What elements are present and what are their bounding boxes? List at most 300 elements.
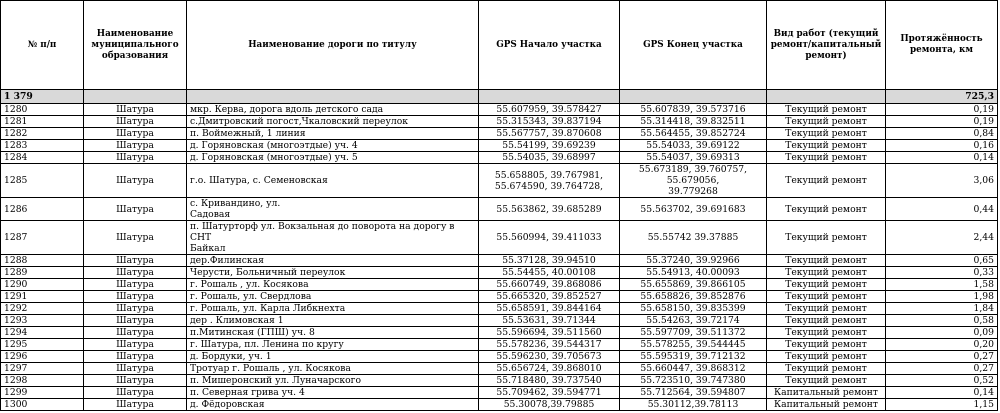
row-work-type: [767, 116, 886, 128]
row-num-text: 1281: [4, 116, 28, 127]
row-work-type-text: Текущий ремонт: [785, 128, 867, 139]
row-length-text: 0,27: [973, 351, 994, 362]
row-road-text: с.Дмитровский погост,Чкаловский переулок: [190, 116, 408, 127]
row-num: [1, 363, 84, 375]
row-gps-end: [620, 104, 767, 116]
row-gps-start-text: 55.596694, 39.511560: [496, 327, 602, 338]
row-gps-start-text: 55.578236, 39.544317: [496, 339, 602, 350]
row-work-type-text: Текущий ремонт: [785, 175, 867, 186]
row-road-text: п. Шатурторф ул. Вокзальная до поворота на дорогу в СНТ Байкал: [190, 221, 455, 254]
row-gps-end-text: 55.37240, 39.92966: [646, 255, 740, 266]
row-gps-end: [620, 315, 767, 327]
row-gps-start-text: 55.563862, 39.685289: [496, 203, 602, 215]
row-work-type: [767, 152, 886, 164]
row-work-type-text: Текущий ремонт: [785, 104, 867, 115]
row-gps-start: [479, 375, 620, 387]
header-gps-end: GPS Конец участка: [620, 1, 767, 90]
row-municipality: [84, 221, 187, 255]
row-road-text: с. Кривандино, ул. Садовая: [190, 198, 281, 220]
row-work-type-text: Текущий ремонт: [785, 152, 867, 163]
row-length-text: 1,15: [973, 399, 994, 410]
row-municipality: [84, 198, 187, 221]
summary-cell: [84, 90, 187, 104]
row-road-text: г. Рошаль, ул. Карла Либкнехта: [190, 303, 346, 314]
row-length-text: 0,14: [973, 387, 994, 398]
row-municipality: [84, 303, 187, 315]
row-num: [1, 198, 84, 221]
summary-cell: [187, 90, 479, 104]
row-road-text: г. Рошаль, ул. Свердлова: [190, 291, 312, 302]
row-gps-end-text: 55.655869, 39.866105: [640, 279, 746, 290]
row-gps-end-text: 55.660447, 39.868312: [640, 363, 746, 374]
row-road-text: дер . Климовская 1: [190, 315, 284, 326]
row-num: [1, 279, 84, 291]
row-work-type: [767, 140, 886, 152]
row-road: [187, 291, 479, 303]
row-num-text: 1288: [4, 255, 28, 266]
row-municipality: [84, 339, 187, 351]
row-gps-end-text: 55.658826, 39.852876: [640, 291, 746, 302]
row-num: [1, 128, 84, 140]
row-length-text: 1,98: [973, 291, 994, 302]
table-row: [1, 387, 998, 399]
row-gps-start-text: 55.30078,39.79885: [503, 399, 595, 410]
row-length: [886, 291, 998, 303]
row-road-text: г.о. Шатура, с. Семеновская: [190, 175, 328, 186]
row-length-text: 0,58: [973, 315, 994, 326]
row-length: [886, 198, 998, 221]
row-length-text: 0,33: [973, 267, 994, 278]
row-num: [1, 339, 84, 351]
row-road: [187, 116, 479, 128]
row-gps-end-text: 55.658150, 39.835399: [640, 303, 746, 314]
table-row: [1, 221, 998, 255]
row-gps-end: [620, 351, 767, 363]
row-road-text: д. Гоpяновская (многоэтдые) уч. 5: [190, 152, 358, 163]
summary-cell: [620, 90, 767, 104]
row-gps-start-text: 55.54455, 40.00108: [502, 267, 596, 278]
summary-cell: [479, 90, 620, 104]
row-length: [886, 104, 998, 116]
row-municipality-text: Шатура: [116, 351, 154, 362]
row-municipality: [84, 291, 187, 303]
row-gps-end-text: 55.564455, 39.852724: [640, 128, 746, 139]
row-num: [1, 399, 84, 411]
row-gps-start-text: 55.596230, 39.705673: [496, 351, 602, 362]
row-length-text: 1,84: [973, 303, 994, 314]
row-gps-start-text: 55.560994, 39.411033: [496, 232, 602, 243]
row-work-type: [767, 198, 886, 221]
row-municipality: [84, 315, 187, 327]
row-gps-end: [620, 291, 767, 303]
row-gps-start-text: 55.54199, 39.69239: [502, 140, 596, 151]
row-gps-start: [479, 339, 620, 351]
summary-length: 725,3: [886, 90, 998, 104]
row-gps-end-text: 55.595319, 39.712132: [640, 351, 746, 362]
row-road: [187, 128, 479, 140]
row-gps-start-text: 55.660749, 39.868086: [496, 279, 602, 290]
row-gps-start: [479, 128, 620, 140]
row-road: [187, 104, 479, 116]
row-municipality-text: Шатура: [116, 399, 154, 410]
row-gps-end: [620, 221, 767, 255]
row-municipality: [84, 267, 187, 279]
table-row: [1, 375, 998, 387]
row-municipality: [84, 164, 187, 198]
row-work-type-text: Текущий ремонт: [785, 363, 867, 374]
row-gps-end: [620, 128, 767, 140]
row-gps-end-text: 55.673189, 39.760757, 55.679056, 39.779268: [638, 164, 748, 197]
row-municipality: [84, 255, 187, 267]
summary-row: [1, 90, 998, 104]
row-road: [187, 375, 479, 387]
row-municipality-text: Шатура: [116, 232, 154, 243]
row-work-type: [767, 351, 886, 363]
header-work-type: Вид работ (текущий ремонт/капитальный ремонт): [767, 1, 886, 90]
row-gps-end: [620, 375, 767, 387]
row-work-type-text: Текущий ремонт: [785, 303, 867, 314]
row-num-text: 1295: [4, 339, 28, 350]
table-row: [1, 363, 998, 375]
row-road: [187, 140, 479, 152]
row-num-text: 1297: [4, 363, 28, 374]
row-length-text: 0,27: [973, 363, 994, 374]
row-length: [886, 279, 998, 291]
row-road: [187, 198, 479, 221]
row-municipality: [84, 116, 187, 128]
row-road: [187, 255, 479, 267]
row-num: [1, 327, 84, 339]
row-length: [886, 152, 998, 164]
row-num-text: 1283: [4, 140, 28, 151]
row-num: [1, 152, 84, 164]
row-work-type: [767, 104, 886, 116]
row-work-type: [767, 303, 886, 315]
row-length: [886, 221, 998, 255]
row-num-text: 1286: [4, 203, 28, 215]
row-road-text: дер.Филинская: [190, 255, 264, 266]
header-num: № п/п: [1, 1, 84, 90]
row-gps-end-text: 55.54263, 39.72174: [646, 315, 740, 326]
row-road-text: д. Фёдоровская: [190, 399, 265, 410]
row-road-text: Черусти, Больничный переулок: [190, 267, 346, 278]
row-length: [886, 116, 998, 128]
row-num: [1, 375, 84, 387]
row-length: [886, 164, 998, 198]
row-gps-end: [620, 303, 767, 315]
row-num: [1, 351, 84, 363]
summary-cell: [767, 90, 886, 104]
row-road-text: мкр. Керва, дорога вдоль детского сада: [190, 104, 384, 115]
row-road: [187, 221, 479, 255]
row-gps-start-text: 55.658591, 39.844164: [496, 303, 602, 314]
row-gps-end: [620, 363, 767, 375]
row-work-type-text: Текущий ремонт: [785, 267, 867, 278]
row-gps-end: [620, 267, 767, 279]
row-num: [1, 303, 84, 315]
table-row: [1, 198, 998, 221]
row-road: [187, 363, 479, 375]
row-municipality: [84, 152, 187, 164]
row-municipality: [84, 375, 187, 387]
row-gps-start-text: 55.37128, 39.94510: [502, 255, 596, 266]
row-municipality-text: Шатура: [116, 363, 154, 374]
row-municipality-text: Шатура: [116, 175, 154, 186]
row-length-text: 0,14: [973, 152, 994, 163]
row-work-type-text: Текущий ремонт: [785, 327, 867, 338]
row-gps-start: [479, 291, 620, 303]
table-row: [1, 104, 998, 116]
row-gps-start: [479, 104, 620, 116]
row-length: [886, 140, 998, 152]
row-length-text: 0,84: [973, 128, 994, 139]
row-length-text: 0,52: [973, 375, 994, 386]
row-work-type-text: Текущий ремонт: [785, 232, 867, 243]
header-gps-start: GPS Начало участка: [479, 1, 620, 90]
row-municipality-text: Шатура: [116, 315, 154, 326]
row-gps-start-text: 55.53631, 39.71344: [502, 315, 596, 326]
row-gps-start-text: 55.658805, 39.767981, 55.674590, 39.764728,: [494, 169, 604, 192]
row-num-text: 1291: [4, 291, 28, 302]
row-length-text: 0,09: [973, 327, 994, 338]
row-length: [886, 315, 998, 327]
row-work-type: [767, 399, 886, 411]
row-work-type: [767, 387, 886, 399]
row-gps-start-text: 55.315343, 39.837194: [496, 116, 602, 127]
row-gps-start-text: 55.718480, 39.737540: [496, 375, 602, 386]
row-road-text: г. Шатура, пл. Ленина по кругу: [190, 339, 344, 350]
row-work-type: [767, 363, 886, 375]
row-road-text: п. Воймежный, 1 линия: [190, 128, 306, 139]
row-municipality: [84, 387, 187, 399]
table-row: [1, 327, 998, 339]
row-work-type-text: Текущий ремонт: [785, 203, 867, 215]
row-gps-start: [479, 387, 620, 399]
row-length-text: 1,58: [973, 279, 994, 290]
table-row: [1, 291, 998, 303]
row-municipality-text: Шатура: [116, 327, 154, 338]
row-gps-end-text: 55.54033, 39.69122: [646, 140, 740, 151]
row-municipality-text: Шатура: [116, 128, 154, 139]
row-num: [1, 291, 84, 303]
row-length: [886, 387, 998, 399]
row-gps-end: [620, 255, 767, 267]
row-work-type-text: Текущий ремонт: [785, 339, 867, 350]
row-num-text: 1296: [4, 351, 28, 362]
row-work-type-text: Текущий ремонт: [785, 116, 867, 127]
row-gps-start-text: 55.665320, 39.852527: [496, 291, 602, 302]
row-length-text: 0,16: [973, 140, 994, 151]
row-num: [1, 221, 84, 255]
header-municipality: Наименование муниципального образования: [84, 1, 187, 90]
row-gps-end-text: 55.563702, 39.691683: [640, 203, 746, 215]
row-work-type-text: Капитальный ремонт: [774, 399, 878, 410]
row-length-text: 2,44: [973, 232, 994, 243]
row-gps-end: [620, 279, 767, 291]
row-length-text: 3,06: [973, 175, 994, 186]
row-municipality: [84, 104, 187, 116]
row-num-text: 1299: [4, 387, 28, 398]
table-row: [1, 339, 998, 351]
row-length-text: 0,65: [973, 255, 994, 266]
row-road-text: д. Бордуки, уч. 1: [190, 351, 272, 362]
row-gps-start: [479, 198, 620, 221]
row-gps-start: [479, 327, 620, 339]
row-work-type-text: Текущий ремонт: [785, 375, 867, 386]
row-num-text: 1280: [4, 104, 28, 115]
table-row: [1, 128, 998, 140]
row-length: [886, 255, 998, 267]
row-gps-end: [620, 116, 767, 128]
row-length-text: 0,44: [973, 203, 994, 215]
row-gps-end-text: 55.30112,39.78113: [647, 399, 739, 410]
row-municipality-text: Шатура: [116, 203, 154, 215]
table-row: [1, 315, 998, 327]
row-num-text: 1282: [4, 128, 28, 139]
row-num-text: 1287: [4, 232, 28, 243]
row-municipality: [84, 128, 187, 140]
row-gps-end-text: 55.597709, 39.511372: [640, 327, 746, 338]
row-gps-start: [479, 116, 620, 128]
row-num-text: 1300: [4, 399, 28, 410]
row-work-type-text: Текущий ремонт: [785, 315, 867, 326]
row-num-text: 1294: [4, 327, 28, 338]
row-work-type-text: Текущий ремонт: [785, 291, 867, 302]
row-gps-end-text: 55.723510, 39.747380: [640, 375, 746, 386]
row-municipality-text: Шатура: [116, 255, 154, 266]
row-municipality-text: Шатура: [116, 104, 154, 115]
row-road: [187, 339, 479, 351]
row-gps-end-text: 55.54037, 39.69313: [646, 152, 740, 163]
row-road-text: п.Митинская (ГПШ) уч. 8: [190, 327, 315, 338]
row-gps-end: [620, 339, 767, 351]
row-road: [187, 327, 479, 339]
header-row: [1, 1, 998, 90]
row-gps-start: [479, 351, 620, 363]
table-row: [1, 399, 998, 411]
row-gps-start-text: 55.656724, 39.868010: [496, 363, 602, 374]
summary-num: 1 379: [1, 90, 84, 104]
row-municipality: [84, 327, 187, 339]
row-municipality-text: Шатура: [116, 387, 154, 398]
row-gps-end-text: 55.607839, 39.573716: [640, 104, 746, 115]
row-num-text: 1298: [4, 375, 28, 386]
row-work-type-text: Текущий ремонт: [785, 255, 867, 266]
row-gps-start-text: 55.607959, 39.578427: [496, 104, 602, 115]
row-road: [187, 152, 479, 164]
row-gps-start: [479, 164, 620, 198]
table-row: [1, 267, 998, 279]
row-work-type: [767, 327, 886, 339]
row-length: [886, 267, 998, 279]
row-work-type: [767, 339, 886, 351]
row-road: [187, 303, 479, 315]
table-row: [1, 140, 998, 152]
row-work-type-text: Капитальный ремонт: [774, 387, 878, 398]
row-num-text: 1293: [4, 315, 28, 326]
table-row: [1, 164, 998, 198]
row-road: [187, 164, 479, 198]
row-num: [1, 267, 84, 279]
row-gps-end: [620, 198, 767, 221]
row-gps-end-text: 55.578255, 39.544445: [640, 339, 746, 350]
row-work-type: [767, 128, 886, 140]
row-road-text: Тротуар г. Рошаль , ул. Косякова: [190, 363, 351, 374]
row-length: [886, 128, 998, 140]
row-municipality: [84, 279, 187, 291]
row-gps-start: [479, 152, 620, 164]
row-road: [187, 267, 479, 279]
row-municipality-text: Шатура: [116, 140, 154, 151]
row-work-type: [767, 279, 886, 291]
row-work-type: [767, 291, 886, 303]
row-length: [886, 303, 998, 315]
row-gps-start: [479, 363, 620, 375]
row-length-text: 0,20: [973, 339, 994, 350]
row-gps-end: [620, 164, 767, 198]
table-row: [1, 255, 998, 267]
row-gps-start-text: 55.54035, 39.68997: [502, 152, 596, 163]
table-row: [1, 279, 998, 291]
row-road-text: д. Гоpяновская (многоэтдые) уч. 4: [190, 140, 358, 151]
row-gps-start: [479, 279, 620, 291]
row-gps-start: [479, 303, 620, 315]
table-row: [1, 116, 998, 128]
row-gps-start: [479, 267, 620, 279]
row-num: [1, 315, 84, 327]
row-road: [187, 387, 479, 399]
row-road-text: п. Северная грива уч. 4: [190, 387, 305, 398]
row-length: [886, 363, 998, 375]
row-municipality: [84, 399, 187, 411]
row-gps-end-text: 55.55742 39.37885: [647, 232, 739, 243]
row-gps-end: [620, 387, 767, 399]
row-gps-end-text: 55.314418, 39.832511: [640, 116, 746, 127]
row-gps-start: [479, 315, 620, 327]
row-length: [886, 327, 998, 339]
row-municipality-text: Шатура: [116, 291, 154, 302]
row-municipality-text: Шатура: [116, 303, 154, 314]
row-road: [187, 315, 479, 327]
row-num: [1, 387, 84, 399]
row-road-text: г. Рошаль , ул. Косякова: [190, 279, 309, 290]
row-gps-start: [479, 140, 620, 152]
row-num: [1, 116, 84, 128]
row-work-type: [767, 164, 886, 198]
table-row: [1, 152, 998, 164]
table-row: [1, 303, 998, 315]
row-municipality: [84, 140, 187, 152]
row-length-text: 0,19: [973, 116, 994, 127]
row-work-type: [767, 315, 886, 327]
row-num: [1, 140, 84, 152]
row-work-type: [767, 221, 886, 255]
row-length-text: 0,19: [973, 104, 994, 115]
row-work-type-text: Текущий ремонт: [785, 351, 867, 362]
row-road: [187, 351, 479, 363]
row-num: [1, 104, 84, 116]
row-municipality-text: Шатура: [116, 279, 154, 290]
row-num: [1, 255, 84, 267]
row-gps-start: [479, 399, 620, 411]
row-gps-end: [620, 327, 767, 339]
row-road: [187, 399, 479, 411]
row-municipality-text: Шатура: [116, 375, 154, 386]
row-length: [886, 339, 998, 351]
row-road: [187, 279, 479, 291]
row-num-text: 1290: [4, 279, 28, 290]
row-gps-end-text: 55.712564, 39.594807: [640, 387, 746, 398]
